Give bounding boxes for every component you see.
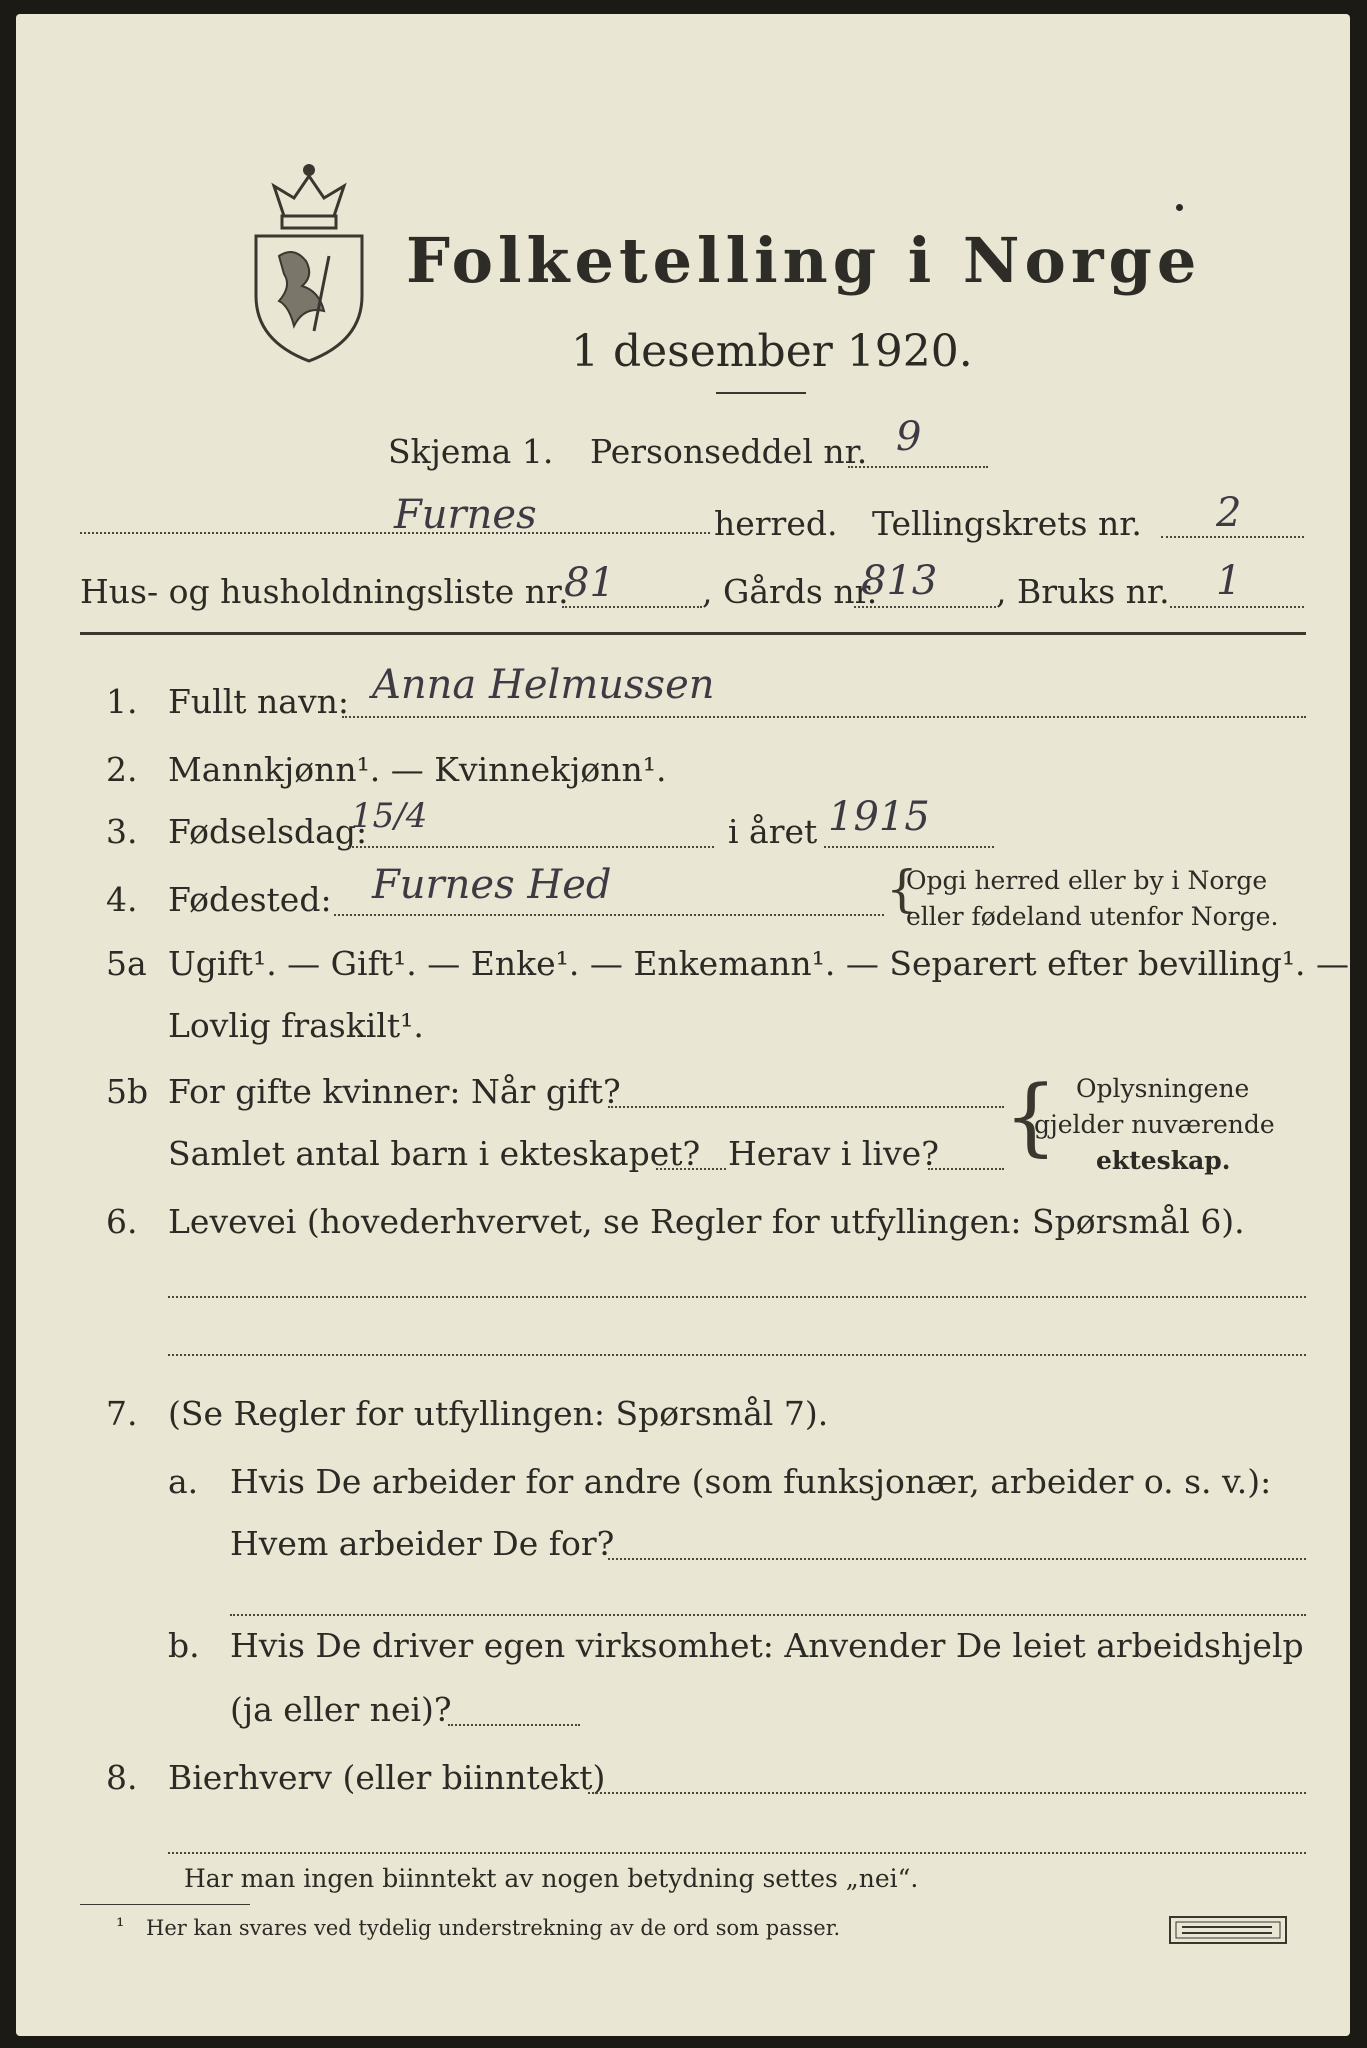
married-when-line — [608, 1106, 1004, 1108]
q2-number: 2. — [106, 750, 138, 789]
q7b-text: Hvis De driver egen virksomhet: Anvender De leiet arbeidshjelp — [230, 1626, 1304, 1665]
q3-label: Fødselsdag: — [168, 812, 368, 851]
year-line — [824, 846, 994, 848]
year-label: i året — [728, 812, 818, 851]
gards-label: , Gårds nr. — [702, 572, 878, 611]
header-rule — [80, 632, 1306, 635]
side-income-label: Bierhverv (eller biinntekt) — [168, 1758, 606, 1797]
q3-line — [348, 846, 714, 848]
husholdning-value[interactable]: 81 — [564, 560, 615, 606]
printer-stamp-icon — [1168, 1914, 1288, 1946]
q5b-brace: { — [1004, 1067, 1058, 1165]
footnote-mark: ¹ — [116, 1914, 125, 1938]
q1-label: Fullt navn: — [168, 682, 349, 721]
q1-number: 1. — [106, 682, 138, 721]
title-divider — [716, 392, 806, 394]
side-income-line-2 — [168, 1852, 1306, 1854]
gards-line — [854, 606, 996, 608]
q7b-number: b. — [168, 1626, 200, 1665]
husholdning-label: Hus- og husholdningsliste nr. — [80, 572, 569, 611]
occupation-label: Levevei (hovederhvervet, se Regler for utfyllingen: Spørsmål 6). — [168, 1202, 1245, 1241]
hired-help-label: (ja eller nei)? — [230, 1690, 452, 1729]
full-name-value[interactable]: Anna Helmussen — [372, 662, 715, 708]
q4-brace: { — [886, 860, 918, 918]
birth-year-value[interactable]: 1915 — [828, 794, 930, 840]
occupation-line-2 — [168, 1354, 1306, 1356]
q7a-text: Hvis De arbeider for andre (som funksjonær, arbeider o. s. v.): — [230, 1462, 1272, 1501]
gards-value[interactable]: 813 — [861, 558, 938, 604]
q8-number: 8. — [106, 1758, 138, 1797]
children-count-line — [656, 1168, 726, 1170]
birthday-value[interactable]: 15/4 — [351, 796, 428, 836]
gender-options[interactable]: Mannkjønn¹. — Kvinnekjønn¹. — [168, 750, 667, 789]
children-alive-line — [928, 1168, 1004, 1170]
skjema-label: Skjema 1. — [388, 432, 554, 471]
bruks-line — [1170, 606, 1304, 608]
husholdning-line — [562, 606, 702, 608]
tellingskrets-line — [1161, 536, 1304, 538]
marital-status-options[interactable]: Ugift¹. — Gift¹. — Enke¹. — Enkemann¹. — Separert efter bevilling¹. — — [168, 944, 1350, 983]
q4-note-2: eller fødeland utenfor Norge. — [906, 902, 1279, 931]
herred-value[interactable]: Furnes — [394, 492, 537, 538]
hired-help-line — [448, 1724, 580, 1726]
q7-number: 7. — [106, 1394, 138, 1433]
q1-line — [342, 716, 1306, 718]
tellingskrets-value[interactable]: 2 — [1216, 490, 1242, 536]
side-income-line — [588, 1792, 1306, 1794]
personseddel-value[interactable]: 9 — [896, 414, 922, 460]
ink-dot — [1176, 204, 1183, 211]
employer-line — [608, 1558, 1306, 1560]
q6-number: 6. — [106, 1202, 138, 1241]
q7-text: (Se Regler for utfyllingen: Spørsmål 7). — [168, 1394, 829, 1433]
q5b-note-1: Oplysningene — [1076, 1074, 1250, 1103]
children-count-label: Samlet antal barn i ekteskapet? — [168, 1134, 701, 1173]
employer-label: Hvem arbeider De for? — [230, 1524, 615, 1563]
q5b-number: 5b — [106, 1072, 149, 1111]
side-income-note: Har man ingen biinntekt av nogen betydning settes „nei“. — [184, 1864, 919, 1893]
bruks-value[interactable]: 1 — [1216, 558, 1242, 604]
census-date: 1 desember 1920. — [571, 326, 973, 377]
birthplace-value[interactable]: Furnes Hed — [372, 862, 612, 908]
q5b-note-2: gjelder nuværende — [1034, 1110, 1275, 1139]
form-title: Folketelling i Norge — [406, 224, 1202, 297]
q7a-number: a. — [168, 1462, 199, 1501]
footnote-rule — [80, 1904, 250, 1905]
q4-note-1: Opgi herred eller by i Norge — [906, 866, 1268, 895]
tellingskrets-label: Tellingskrets nr. — [872, 504, 1142, 543]
q5b-note-3: ekteskap. — [1096, 1146, 1231, 1175]
married-when-label: For gifte kvinner: Når gift? — [168, 1072, 621, 1111]
q5a-number: 5a — [106, 944, 147, 983]
footnote-text: Her kan svares ved tydelig understrekning av de ord som passer. — [146, 1916, 841, 1940]
q3-number: 3. — [106, 812, 138, 851]
personseddel-line — [848, 466, 988, 468]
marital-status-options-2[interactable]: Lovlig fraskilt¹. — [168, 1006, 424, 1045]
employer-line-2 — [230, 1614, 1306, 1616]
q4-line — [334, 914, 884, 916]
census-form — [16, 14, 1350, 2036]
occupation-line-1 — [168, 1296, 1306, 1298]
bruks-label: , Bruks nr. — [996, 572, 1170, 611]
norway-coat-of-arms-icon — [244, 156, 374, 366]
herred-label: herred. — [714, 504, 838, 543]
q4-label: Fødested: — [168, 880, 332, 919]
q4-number: 4. — [106, 880, 138, 919]
personseddel-label: Personseddel nr. — [590, 432, 868, 471]
children-alive-label: Herav i live? — [728, 1134, 939, 1173]
